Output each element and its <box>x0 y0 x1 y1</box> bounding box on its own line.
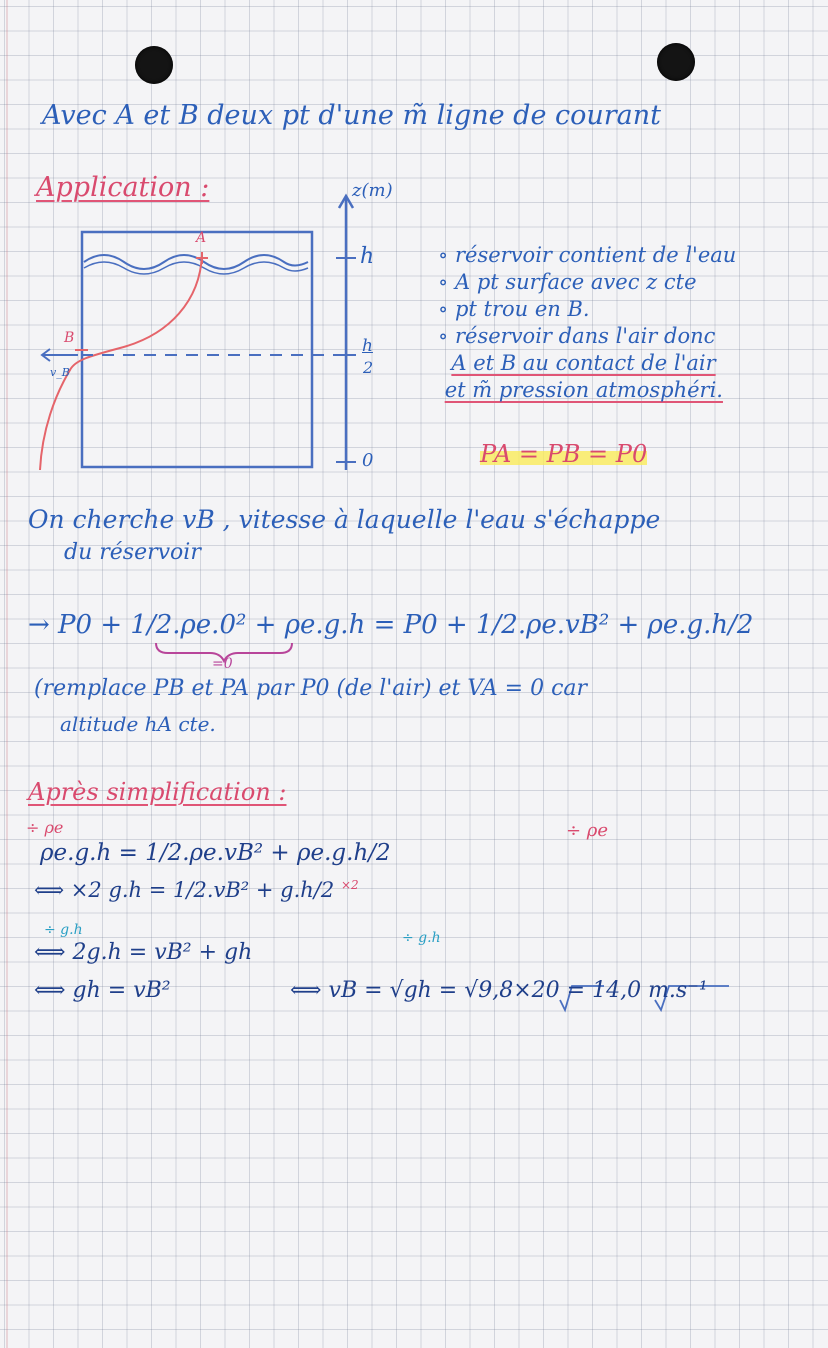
note-item: A et B au contact de l'air <box>451 351 716 375</box>
streamline <box>40 255 202 470</box>
point-a-label: A <box>196 230 207 246</box>
replace-line-2: altitude hA cte. <box>60 712 216 736</box>
search-line-2: du réservoir <box>64 540 201 565</box>
tick-h-label: h <box>360 244 375 269</box>
zero-note: =0 <box>212 656 233 672</box>
intro-text: Avec A et B deux pt d'une m̃ ligne de courant <box>42 100 662 131</box>
note-item: et m̃ pression atmosphéri. <box>444 378 723 402</box>
simplification-step-4: ⟺ gh = vB² <box>34 978 171 1003</box>
simplification-step-3: ⟺ 2g.h = vB² + gh <box>34 940 253 965</box>
replace-line-1: (remplace PB et PA par P0 (de l'air) et VA = 0 car <box>34 676 588 701</box>
note-item: ∘ réservoir contient de l'eau <box>438 243 737 267</box>
note-item: ∘ pt trou en B. <box>438 297 590 321</box>
velocity-label: v_B <box>50 366 70 379</box>
pressure-equation: PA = PB = P0 <box>480 440 648 468</box>
divide-rho-left: ÷ ρe <box>26 818 64 837</box>
tick-h2-den: 2 <box>363 358 374 377</box>
point-b-label: B <box>64 330 75 346</box>
simplification-title: Après simplification : <box>28 778 287 806</box>
note-item: ∘ réservoir dans l'air donc <box>438 324 716 348</box>
bernoulli-equation: → P0 + 1/2.ρe.0² + ρe.g.h = P0 + 1/2.ρe.vB² + ρe.g.h/2 <box>28 610 754 640</box>
application-title: Application : <box>36 172 210 203</box>
notes-list <box>438 242 736 404</box>
divide-rho-right: ÷ ρe <box>566 820 609 841</box>
search-line-1: On cherche vB , vitesse à laquelle l'eau s'échappe <box>28 505 661 534</box>
note-item: ∘ A pt surface avec z cte <box>438 270 697 294</box>
simplification-step-1: ρe.g.h = 1/2.ρe.vB² + ρe.g.h/2 <box>40 840 391 866</box>
tick-h2-num: h <box>362 336 373 356</box>
water-surface-wave-2 <box>84 262 308 274</box>
final-result: ⟺ vB = √gh = √9,8×20 = 14,0 m.s⁻¹ <box>290 978 708 1003</box>
simplification-step-2-row: ⟺ ×2 g.h = 1/2.vB² + g.h/2 $^{\times 2}$ <box>34 878 359 902</box>
z-axis-label: z(m) <box>352 180 393 201</box>
divide-gh-left: ÷ g.h <box>44 922 83 938</box>
tick-0-label: 0 <box>362 450 374 471</box>
divide-gh-right: ÷ g.h <box>402 930 441 946</box>
